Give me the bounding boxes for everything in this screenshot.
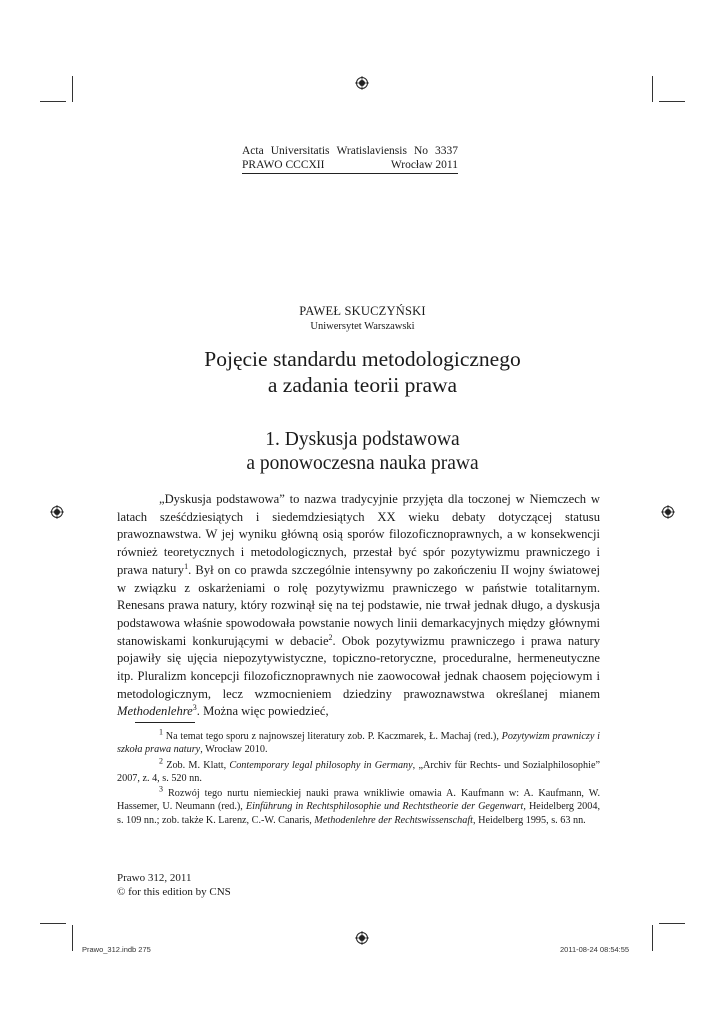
body-sentence: „Dyskusja podstawowa” to nazwa tradycyjnie przyjęta dla toczonej w Niemczech w latach sześćdziesiątych i siedemdziesiątych XX wieku debaty dotyczącej statusu prawoznawstwa. W jej wyniku główną osią sporów filozoficznoprawnych, a w konsekwencji również teoretycznych i metodologicznych, przestał być spór pozytywizmu prawniczego i prawa natury	[117, 492, 600, 577]
section-heading-line-1: 1. Dyskusja podstawowa	[265, 429, 460, 450]
slug-right: 2011-08-24 08:54:55	[560, 945, 630, 954]
article-title-line-1: Pojęcie standardu metodologicznego	[204, 347, 521, 371]
paragraph	[117, 491, 600, 721]
journal-word: 3337	[435, 145, 458, 157]
crop-mark-bottom-left-h	[40, 923, 66, 924]
journal-word: Wratislaviensis	[336, 145, 407, 157]
footnote-ref: 1	[184, 561, 189, 571]
footnote-italic: Einführung in Rechtsphilosophie und Rechtstheorie der Gegenwart	[245, 801, 524, 813]
crop-mark-top-left-h	[40, 101, 66, 102]
journal-series: PRAWO CCCXII	[242, 159, 325, 171]
footnote-italic: Methodenlehre der Rechtswissenschaft	[314, 814, 474, 826]
journal-word: Universitatis	[270, 145, 330, 157]
article-title	[0, 346, 725, 398]
article-title-line-2: a zadania teorii prawa	[267, 373, 458, 397]
journal-line-1	[242, 144, 458, 158]
footnote-text: Rozwój tego nurtu niemieckiej nauki prawa wnikliwie omawia A. Kaufmann w: A. Kaufmann, W. Hassemer, U. Neumann (red.),	[117, 788, 600, 813]
crop-mark-top-right-v	[652, 76, 653, 102]
footnote-number: 3	[159, 784, 163, 794]
italic-term: Methodenlehre	[117, 704, 193, 719]
footnote	[117, 727, 600, 757]
footnote-separator	[135, 722, 195, 723]
journal-header-rule	[242, 173, 458, 174]
footnote-ref: 2	[328, 632, 333, 642]
journal-header	[242, 144, 458, 174]
author-name: PAWEŁ SKUCZYŃSKI	[299, 304, 426, 318]
footnote-italic: Pozytywizm prawniczy i szkoła prawa natury	[117, 731, 600, 756]
journal-word: No	[413, 145, 428, 157]
footnote-text: , Heidelberg 2004, s. 109 nn.; zob. także K. Larenz, C.-W. Canaris,	[117, 801, 600, 826]
registration-mark-top-icon	[355, 76, 369, 90]
footnote	[117, 756, 600, 786]
imprint-line-1: Prawo 312, 2011	[117, 872, 192, 884]
crop-mark-top-right-h	[659, 101, 685, 102]
registration-mark-bottom-icon	[355, 931, 369, 945]
crop-mark-top-left-v	[72, 76, 73, 102]
journal-place-year: Wrocław 2011	[390, 159, 458, 171]
registration-mark-left-icon	[50, 505, 64, 519]
footnote	[117, 784, 600, 827]
crop-mark-bottom-right-v	[652, 925, 653, 951]
footnote-text: Na temat tego sporu z najnowszej literatury zob. P. Kaczmarek, Ł. Machaj (red.),	[163, 731, 502, 742]
body-sentence: . Obok pozytywizmu prawniczego i prawa natury pojawiły się ujęcia niepozytywistyczne, topiczno-retoryczne, proceduralne, hermeneutyczne itp. Pluralizm koncepcji filozoficznoprawnych nie zaowocował jednak chaosem pojęciowym i metodologicznym, lecz wzmocnieniem dziedziny prawoznawstwa określanej mianem	[117, 633, 600, 701]
author-affiliation: Uniwersytet Warszawski	[310, 321, 415, 332]
imprint	[117, 871, 231, 899]
body-text	[117, 491, 600, 721]
footnote-ref: 3	[192, 703, 197, 713]
body-sentence: . Można więc powiedzieć,	[196, 704, 329, 719]
body-sentence: . Był on co prawda szczególnie intensywny po zakończeniu II wojny światowej w związku z oskarżeniami o rolę pozytywizmu prawniczego w państwie totalitarnym. Renesans prawa natury, który rozwinął się na tej podstawie, nie trwał jednak długo, a dyskusja podstawowa właśnie spowodowała powstanie nowych linii demarkacyjnych między głównymi stanowiskami konkurującymi w debacie	[117, 562, 600, 648]
footnotes	[117, 727, 600, 829]
journal-line-2	[242, 158, 458, 172]
crop-mark-bottom-right-h	[659, 923, 685, 924]
footnote-text: Zob. M. Klatt,	[163, 759, 230, 771]
footnote-italic: Contemporary legal philosophy in Germany	[229, 759, 413, 771]
section-heading-line-2: a ponowoczesna nauka prawa	[246, 453, 479, 474]
journal-word: Acta	[242, 145, 264, 157]
registration-mark-right-icon	[661, 505, 675, 519]
footnote-text: , Wrocław 2010.	[200, 744, 268, 756]
footnote-text: , Heidelberg 1995, s. 63 nn.	[473, 814, 586, 826]
imprint-line-2: © for this edition by CNS	[117, 886, 231, 898]
footnote-number: 1	[159, 727, 163, 737]
section-heading	[0, 428, 725, 476]
footnote-text: , „Archiv für Rechts- und Sozialphilosophie” 2007, z. 4, s. 520 nn.	[117, 759, 600, 784]
crop-mark-bottom-left-v	[72, 925, 73, 951]
slug-left: Prawo_312.indb 275	[82, 945, 151, 954]
footnote-number: 2	[159, 756, 163, 766]
